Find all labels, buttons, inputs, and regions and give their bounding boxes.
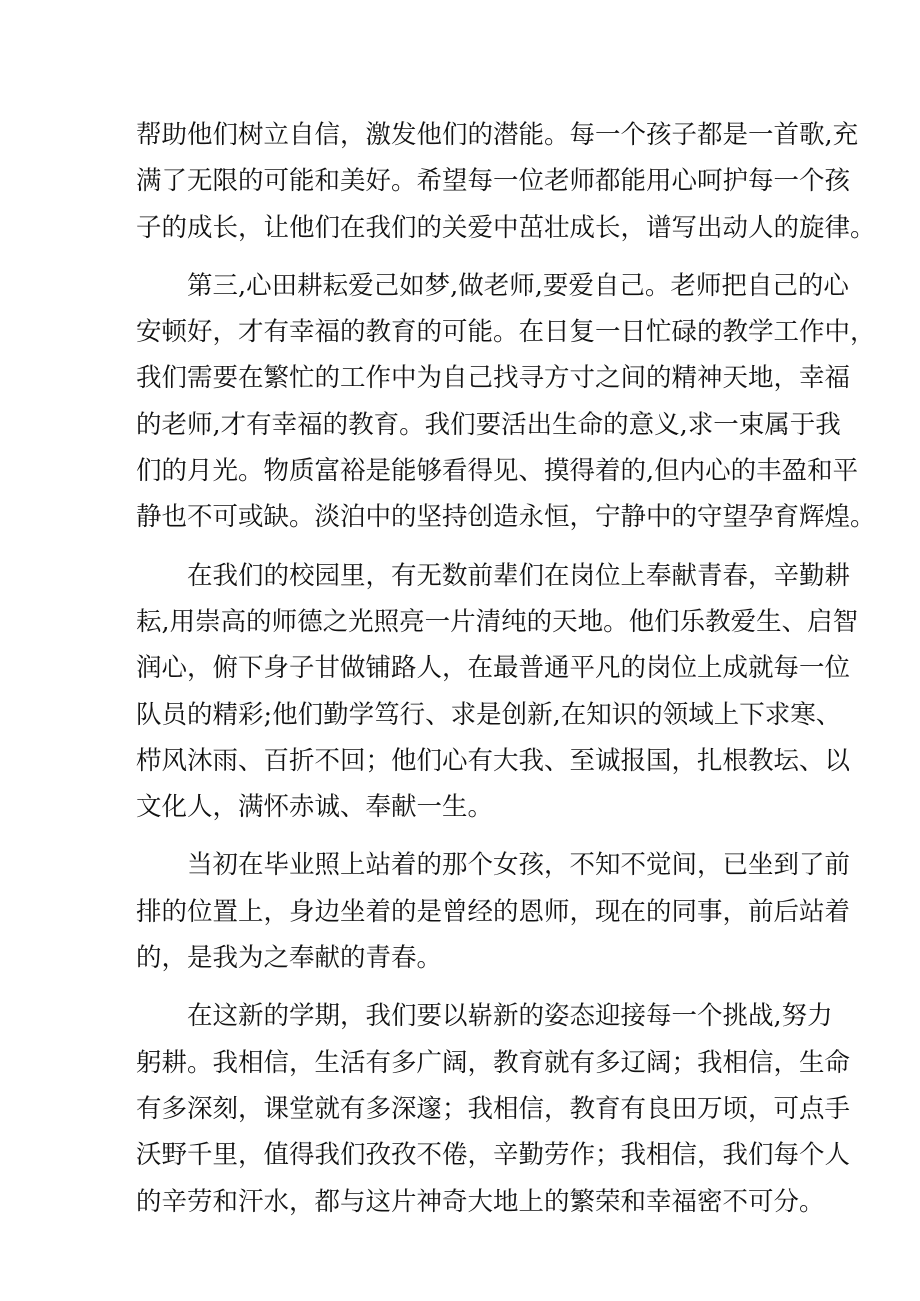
paragraph-4 (136, 842, 851, 981)
text-line: 的辛劳和汗水，都与这片神奇大地上的繁荣和幸福密不可分。 (136, 1186, 825, 1217)
text-line: 帮助他们树立自信，激发他们的潜能。每一个孩子都是一首歌,充 (136, 120, 859, 150)
paragraph-2 (136, 263, 876, 541)
text-line: 有多深刻，课堂就有多深邃；我相信，教育有良田万顷，可点手 (136, 1093, 851, 1124)
text-line: 我们需要在繁忙的工作中为自己找寻方寸之间的精神天地，幸福 (136, 363, 851, 394)
text-line: 满了无限的可能和美好。希望每一位老师都能用心呵护每一个孩 (136, 166, 851, 197)
text-line: 静也不可或缺。淡泊中的坚持创造永恒，宁静中的守望孕育辉煌。 (136, 502, 876, 533)
text-line: 在这新的学期，我们要以崭新的姿态迎接每一个挑战,努力 (187, 1001, 833, 1032)
text-line: 第三,心田耕耘爱己如梦,做老师,要爱自己。老师把自己的心 (187, 270, 849, 301)
text-line: 子的成长，让他们在我们的关爱中茁壮成长，谱写出动人的旋律。 (136, 212, 876, 243)
text-line: 的老师,才有幸福的教育。我们要活出生命的意义,求一束属于我 (136, 409, 841, 440)
text-line: 文化人，满怀赤诚、奉献一生。 (136, 792, 494, 823)
body-text (136, 112, 876, 1225)
text-line: 队员的精彩;他们勤学笃行、求是创新,在知识的领域上下求寒、 (136, 699, 842, 730)
text-line: 栉风沐雨、百折不回；他们心有大我、至诚报国，扎根教坛、以 (136, 745, 851, 776)
text-line: 安顿好，才有幸福的教育的可能。在日复一日忙碌的教学工作中， (136, 317, 876, 348)
text-line: 们的月光。物质富裕是能够看得见、摸得着的,但内心的丰盈和平 (136, 456, 859, 487)
paragraph-1 (136, 112, 876, 251)
text-line: 在我们的校园里，有无数前辈们在岗位上奉献青春，辛勤耕 (187, 560, 851, 591)
paragraph-5 (136, 993, 851, 1224)
text-line: 的，是我为之奉献的青春。 (136, 943, 443, 974)
paragraph-3 (136, 553, 859, 831)
text-line: 润心，俯下身子甘做铺路人，在最普通平凡的岗位上成就每一位 (136, 653, 851, 684)
text-line: 躬耕。我相信，生活有多广阔，教育就有多辽阔；我相信，生命 (136, 1047, 851, 1078)
text-line: 排的位置上，身边坐着的是曾经的恩师，现在的同事，前后站着 (136, 896, 851, 927)
text-line: 当初在毕业照上站着的那个女孩，不知不觉间，已坐到了前 (187, 850, 851, 881)
text-line: 沃野千里，值得我们孜孜不倦，辛勤劳作；我相信，我们每个人 (136, 1140, 851, 1171)
text-line: 耘,用崇高的师德之光照亮一片清纯的天地。他们乐教爱生、启智 (136, 606, 859, 637)
